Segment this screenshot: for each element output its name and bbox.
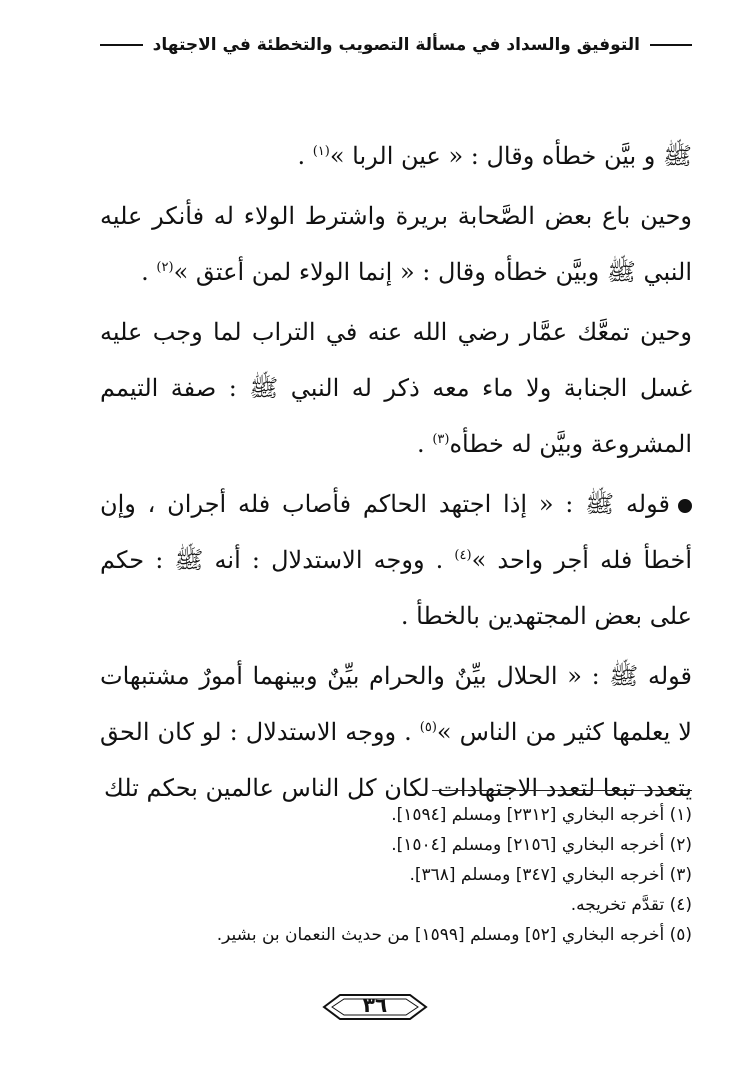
header-rule-left [100,44,143,46]
footnote-separator [432,790,692,791]
paragraph-1 [100,128,692,184]
paragraph-tail: . [417,430,433,458]
footnote-2: (٢) أخرجه البخاري [٢١٥٦] ومسلم [١٥٠٤]. [391,835,692,855]
footnotes [100,800,692,950]
paragraph-tail: . ووجه الاستدلال : لو كان الحق يتعدد تبعا لتعدد الاجتهادات لكان كل الناس عالمين بحكم تلك [100,718,692,802]
footnote-1: (١) أخرجه البخاري [٢٣١٢] ومسلم [١٥٩٤]. [391,805,692,825]
paragraph-tail: . [141,258,157,286]
main-text [100,128,692,820]
footnote-ref: (١) [312,144,330,159]
footnote-3: (٣) أخرجه البخاري [٣٤٧] ومسلم [٣٦٨]. [409,865,692,885]
paragraph-text: قوله ﷺ : « إذا اجتهد الحاكم فأصاب فله أجران ، وإن أخطأ فله أجر واحد » [100,490,692,574]
header-title: التوفيق والسداد في مسألة التصويب والتخطئة في الاجتهاد [152,35,640,55]
paragraph-tail: . [297,142,313,170]
paragraph-2 [100,188,692,300]
running-header [100,28,692,62]
paragraph-text: وحين تمعَّك عمَّار رضي الله عنه في التراب لما وجب عليه غسل الجنابة ولا ماء معه ذكر له النبي ﷺ : صفة التيمم المشروعة وبيَّن له خطأه [100,318,692,458]
paragraph-4 [100,476,692,644]
page-number: ٣٦ [362,993,388,1017]
page-number-ornament [320,985,430,1029]
paragraph-tail: . ووجه الاستدلال : أنه ﷺ : حكم على بعض المجتهدين بالخطأ . [100,546,692,630]
paragraph-3 [100,304,692,472]
footnote-ref: (٥) [419,720,437,735]
footnote-ref: (٣) [432,432,450,447]
bullet-dot-icon [678,499,692,513]
footnote-4: (٤) تقدَّم تخريجه. [570,895,692,915]
footnote-ref: (٢) [156,260,174,275]
paragraph-text: ﷺ و بيَّن خطأه وقال : « عين الربا » [329,142,692,170]
footnote-ref: (٤) [454,548,472,563]
paragraph-text: قوله ﷺ : « الحلال بيِّنٌ والحرام بيِّنٌ وبينهما أمورٌ مشتبهات لا يعلمها كثير من الناس » [100,662,692,746]
paragraph-text: وحين باع بعض الصَّحابة بريرة واشترط الولاء له فأنكر عليه النبي ﷺ وبيَّن خطأه وقال : « إنما الولاء لمن أعتق » [100,202,692,286]
header-rule-right [650,44,692,46]
footnote-5: (٥) أخرجه البخاري [٥٢] ومسلم [١٥٩٩] من حديث النعمان بن بشير. [216,925,692,945]
